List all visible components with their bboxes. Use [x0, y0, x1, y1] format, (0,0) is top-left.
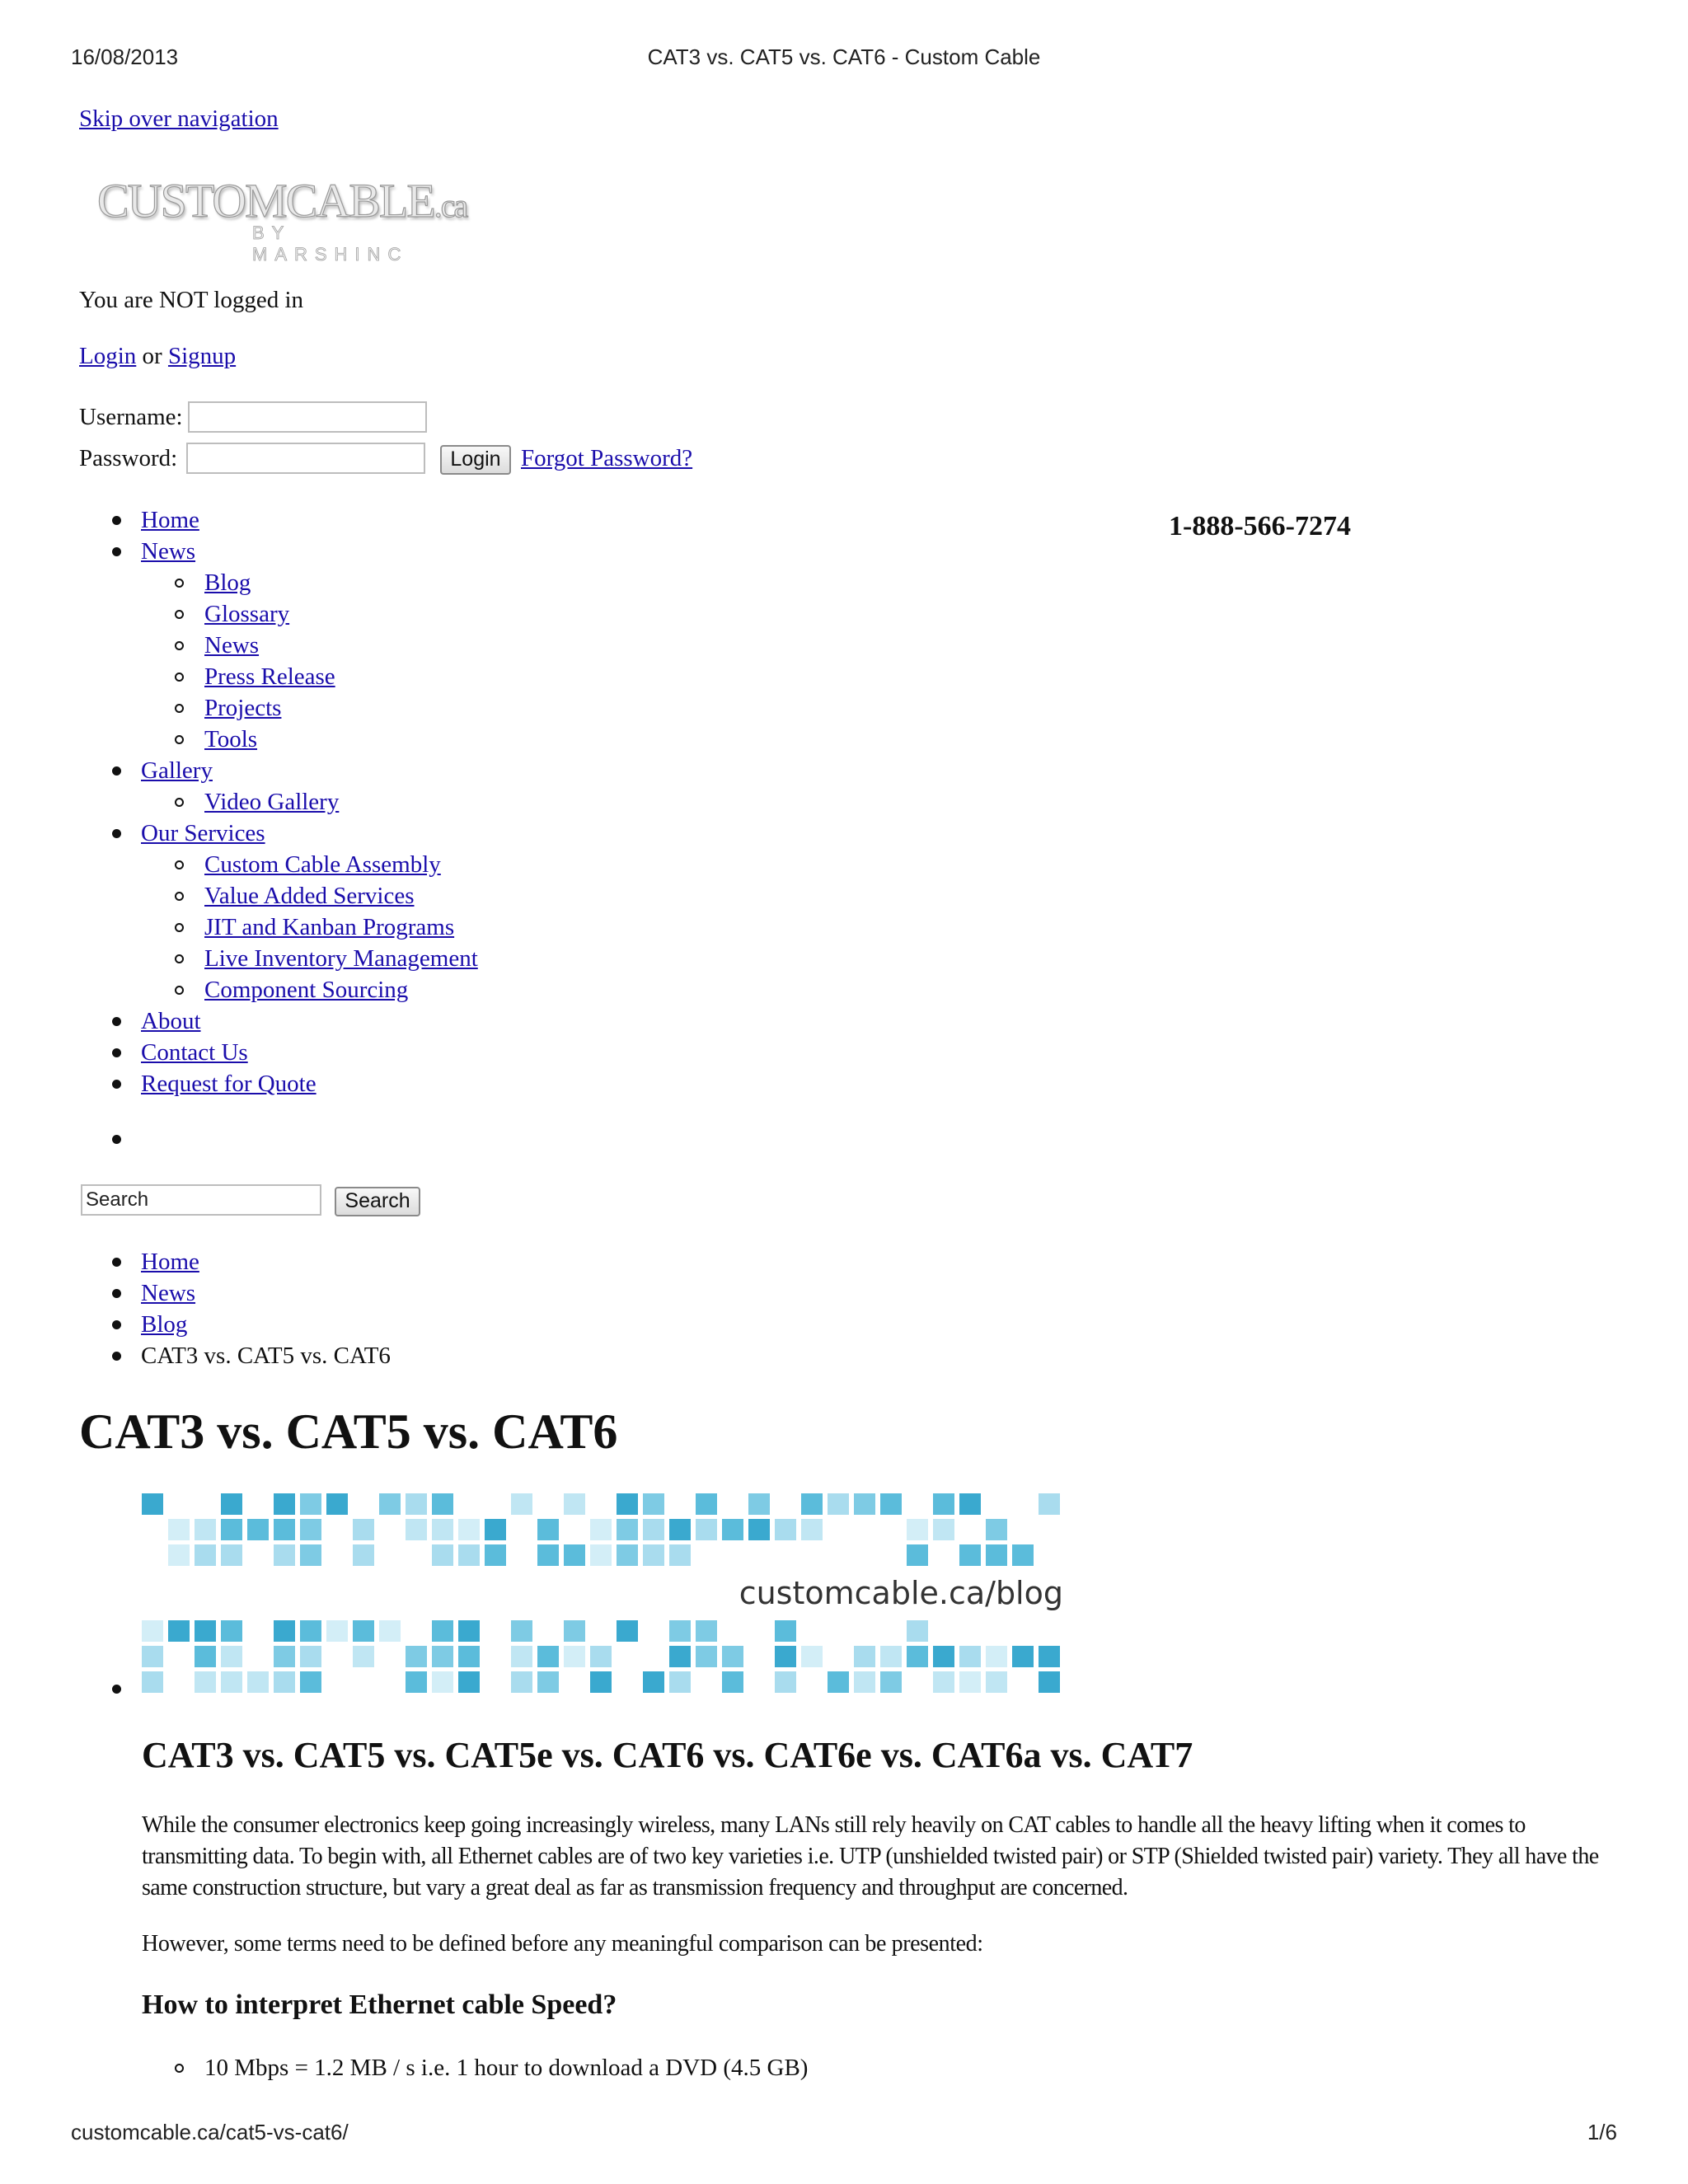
banner-tile	[933, 1646, 954, 1667]
banner-bullet-icon	[112, 1685, 121, 1694]
banner-tile	[696, 1620, 717, 1642]
banner-tile	[907, 1620, 928, 1642]
banner-tile	[274, 1544, 295, 1566]
banner-tile	[986, 1544, 1007, 1566]
customcable-logo[interactable]	[97, 174, 467, 265]
print-date: 16/08/2013	[71, 45, 179, 69]
banner-tile	[643, 1671, 664, 1693]
banner-tile	[168, 1544, 190, 1566]
banner-tile	[801, 1646, 823, 1667]
banner-tile	[537, 1671, 559, 1693]
banner-tile	[406, 1671, 427, 1693]
banner-tile	[300, 1519, 321, 1540]
circle-bullet-icon	[175, 892, 184, 901]
logo-main-text: CUSTOMCABLE	[97, 174, 434, 227]
banner-tile	[854, 1493, 875, 1515]
nav-link-live-inventory[interactable]: Live Inventory Management	[204, 945, 478, 972]
bullet-icon	[112, 766, 121, 776]
banner-tile	[1039, 1646, 1060, 1667]
bullet-icon	[112, 1289, 121, 1298]
banner-tile	[669, 1544, 691, 1566]
login-status-text: You are NOT logged in	[79, 287, 304, 313]
banner-tile	[775, 1646, 796, 1667]
nav-item-about	[0, 1005, 478, 1037]
banner-tile	[458, 1671, 480, 1693]
banner-tile	[696, 1519, 717, 1540]
circle-bullet-icon	[175, 704, 184, 713]
banner-tile	[142, 1620, 163, 1642]
nav-link-gallery[interactable]: Gallery	[141, 757, 213, 784]
banner-tile	[432, 1493, 453, 1515]
banner-tile	[590, 1671, 612, 1693]
banner-tile	[828, 1493, 849, 1515]
banner-tile	[406, 1646, 427, 1667]
nav-link-news-sub[interactable]: News	[204, 632, 260, 658]
nav-link-component-sourcing[interactable]: Component Sourcing	[204, 977, 409, 1003]
nav-subitem-tools	[0, 724, 478, 755]
banner-tile	[458, 1646, 480, 1667]
username-field[interactable]	[188, 401, 427, 433]
empty-list-bullet-icon	[112, 1135, 121, 1144]
nav-link-projects[interactable]: Projects	[204, 695, 282, 721]
breadcrumb-current	[0, 1340, 391, 1371]
banner-tile	[195, 1519, 216, 1540]
section-heading: How to interpret Ethernet cable Speed?	[142, 1990, 617, 2020]
banner-tile	[537, 1646, 559, 1667]
bullet-icon	[112, 1017, 121, 1026]
password-label: Password:	[79, 445, 178, 471]
print-page-number: 1/6	[1587, 2120, 1617, 2144]
circle-bullet-icon	[175, 954, 184, 963]
banner-tile	[775, 1620, 796, 1642]
banner-tile	[274, 1620, 295, 1642]
banner-tile	[748, 1493, 770, 1515]
print-url: customcable.ca/cat5-vs-cat6/	[71, 2120, 349, 2144]
banner-tile	[485, 1544, 506, 1566]
banner-tile	[432, 1671, 453, 1693]
banner-tile	[511, 1671, 532, 1693]
banner-tile	[669, 1671, 691, 1693]
breadcrumb-item	[0, 1277, 391, 1309]
breadcrumb-item	[0, 1309, 391, 1340]
nav-link-glossary[interactable]: Glossary	[204, 601, 290, 627]
banner-tile	[564, 1493, 585, 1515]
banner-tile	[195, 1671, 216, 1693]
breadcrumb-link-news[interactable]: News	[141, 1280, 196, 1306]
banner-tile	[274, 1493, 295, 1515]
banner-tile	[854, 1646, 875, 1667]
banner-tile	[326, 1493, 348, 1515]
circle-bullet-icon	[175, 610, 184, 619]
banner-tile	[274, 1646, 295, 1667]
nav-subitem-glossary	[0, 598, 478, 630]
main-navigation	[0, 504, 478, 1099]
banner-tile	[617, 1544, 638, 1566]
banner-tile	[775, 1519, 796, 1540]
circle-bullet-icon	[175, 673, 184, 682]
banner-tile	[195, 1544, 216, 1566]
banner-tile	[142, 1493, 163, 1515]
banner-tile	[959, 1646, 981, 1667]
nav-subitem-live-inventory	[0, 943, 478, 974]
blog-banner-image[interactable]	[142, 1493, 1081, 1699]
banner-tile	[880, 1493, 902, 1515]
banner-tile	[537, 1519, 559, 1540]
nav-subitem-value-added-services	[0, 880, 478, 912]
banner-tile	[986, 1671, 1007, 1693]
banner-tile	[300, 1646, 321, 1667]
banner-tile	[537, 1544, 559, 1566]
banner-tile	[590, 1519, 612, 1540]
nav-link-custom-cable-assembly[interactable]: Custom Cable Assembly	[204, 851, 441, 878]
bullet-icon	[112, 516, 121, 525]
username-label: Username:	[79, 404, 183, 430]
banner-tile	[933, 1671, 954, 1693]
banner-tile	[221, 1671, 242, 1693]
breadcrumb-link-home[interactable]: Home	[141, 1249, 199, 1275]
banner-tile	[195, 1620, 216, 1642]
banner-caption: customcable.ca/blog	[738, 1575, 1063, 1611]
banner-tile	[748, 1519, 770, 1540]
banner-tile	[617, 1519, 638, 1540]
banner-tile	[722, 1671, 743, 1693]
banner-tile	[907, 1544, 928, 1566]
banner-tile	[986, 1646, 1007, 1667]
banner-tile	[511, 1646, 532, 1667]
nav-link-blog[interactable]: Blog	[204, 569, 251, 596]
banner-tile	[353, 1620, 374, 1642]
circle-bullet-icon	[175, 735, 184, 744]
nav-link-jit-kanban[interactable]: JIT and Kanban Programs	[204, 914, 455, 940]
bullet-icon	[112, 1048, 121, 1057]
banner-tile	[326, 1620, 348, 1642]
banner-tile	[959, 1493, 981, 1515]
banner-tile	[168, 1620, 190, 1642]
banner-tile	[959, 1544, 981, 1566]
banner-tile	[564, 1544, 585, 1566]
nav-subitem-projects	[0, 692, 478, 724]
banner-tile	[1012, 1544, 1034, 1566]
bullet-icon	[112, 1320, 121, 1329]
banner-tile	[511, 1620, 532, 1642]
banner-tile	[485, 1519, 506, 1540]
banner-tile	[353, 1519, 374, 1540]
banner-tile	[168, 1519, 190, 1540]
banner-tile	[959, 1671, 981, 1693]
banner-tile	[274, 1519, 295, 1540]
banner-tile	[590, 1544, 612, 1566]
speed-list	[0, 2052, 808, 2083]
banner-tile	[854, 1671, 875, 1693]
nav-link-home[interactable]: Home	[141, 507, 199, 533]
nav-subitem-blog	[0, 567, 478, 598]
nav-subitem-jit-kanban	[0, 912, 478, 943]
banner-tile	[274, 1671, 295, 1693]
speed-item-text: 10 Mbps = 1.2 MB / s i.e. 1 hour to download a DVD (4.5 GB)	[204, 2055, 809, 2081]
banner-tile	[775, 1671, 796, 1693]
circle-bullet-icon	[175, 579, 184, 588]
nav-item-request-quote	[0, 1068, 478, 1099]
banner-tile	[458, 1519, 480, 1540]
banner-tile	[353, 1646, 374, 1667]
banner-tile	[1012, 1646, 1034, 1667]
article-title: CAT3 vs. CAT5 vs. CAT5e vs. CAT6 vs. CAT6e vs. CAT6a vs. CAT7	[142, 1735, 1193, 1775]
banner-tile	[511, 1493, 532, 1515]
bullet-icon	[112, 1352, 121, 1361]
banner-tile	[986, 1519, 1007, 1540]
banner-tile	[247, 1519, 269, 1540]
banner-tile	[353, 1544, 374, 1566]
banner-tile	[643, 1544, 664, 1566]
banner-tile	[696, 1493, 717, 1515]
bullet-icon	[112, 1258, 121, 1267]
nav-link-news[interactable]: News	[141, 538, 196, 565]
banner-tile	[142, 1671, 163, 1693]
password-field[interactable]	[186, 443, 425, 474]
banner-tile	[880, 1646, 902, 1667]
breadcrumb-item	[0, 1246, 391, 1277]
banner-tile	[801, 1493, 823, 1515]
banner-tile	[643, 1493, 664, 1515]
nav-link-about[interactable]: About	[141, 1008, 201, 1034]
nav-link-contact-us[interactable]: Contact Us	[141, 1039, 248, 1066]
nav-subitem-news	[0, 630, 478, 661]
circle-bullet-icon	[175, 923, 184, 932]
banner-tile	[142, 1646, 163, 1667]
login-links	[79, 343, 236, 370]
article-paragraph: However, some terms need to be defined before any meaningful comparison can be presented:	[142, 1931, 983, 1957]
banner-tile	[801, 1519, 823, 1540]
banner-tile	[722, 1519, 743, 1540]
phone-number: 1-888-566-7274	[1169, 511, 1351, 541]
breadcrumb	[0, 1246, 391, 1371]
bullet-icon	[112, 547, 121, 556]
banner-tile	[432, 1519, 453, 1540]
search-button[interactable]: Search	[335, 1187, 420, 1216]
banner-tile	[880, 1671, 902, 1693]
nav-link-tools[interactable]: Tools	[204, 726, 258, 752]
circle-bullet-icon	[175, 2064, 184, 2073]
page-title: CAT3 vs. CAT5 vs. CAT6	[79, 1404, 618, 1459]
breadcrumb-link-blog[interactable]: Blog	[141, 1311, 188, 1338]
speed-list-item	[0, 2052, 808, 2083]
nav-item-home	[0, 504, 478, 536]
banner-tile	[300, 1544, 321, 1566]
banner-tile	[221, 1519, 242, 1540]
banner-tile	[406, 1493, 427, 1515]
nav-item-gallery	[0, 755, 478, 786]
nav-subitem-component-sourcing	[0, 974, 478, 1005]
nav-subitem-press-release	[0, 661, 478, 692]
article-paragraph: While the consumer electronics keep going increasingly wireless, many LANs still rely heavily on CAT cables to handle all the heavy lifting when it comes to transmitting data. To begin with, all Ethernet cables are of two key varieties i.e. UTP (unshielded twisted pair) or STP (Shielded twisted pair) variety. They all have the same construction structure, but vary a great deal as far as transmission frequency and throughput are concerned.	[142, 1812, 1599, 1900]
banner-tile	[617, 1620, 638, 1642]
banner-tile	[933, 1519, 954, 1540]
banner-tile	[1039, 1493, 1060, 1515]
banner-tile	[300, 1493, 321, 1515]
skip-navigation-link[interactable]: Skip over navigation	[79, 105, 279, 132]
login-link[interactable]: Login	[79, 343, 137, 369]
banner-tile	[907, 1646, 928, 1667]
banner-tile	[247, 1671, 269, 1693]
banner-tile	[432, 1646, 453, 1667]
signup-link[interactable]: Signup	[167, 343, 237, 369]
circle-bullet-icon	[175, 860, 184, 869]
nav-subitem-video-gallery	[0, 786, 478, 818]
banner-tile	[722, 1646, 743, 1667]
breadcrumb-current-label: CAT3 vs. CAT5 vs. CAT6	[141, 1343, 391, 1369]
banner-tile	[669, 1646, 691, 1667]
forgot-password-link[interactable]: Forgot Password?	[521, 445, 693, 471]
banner-tile	[669, 1519, 691, 1540]
logo-tagline: BY MARSHINC	[252, 223, 409, 265]
banner-tile	[933, 1493, 954, 1515]
nav-subitem-custom-cable-assembly	[0, 849, 478, 880]
banner-tile	[458, 1620, 480, 1642]
banner-tile	[406, 1519, 427, 1540]
banner-tile	[458, 1544, 480, 1566]
circle-bullet-icon	[175, 641, 184, 650]
banner-tile	[195, 1646, 216, 1667]
search-input[interactable]	[81, 1184, 321, 1216]
banner-tile	[379, 1620, 401, 1642]
banner-tile	[564, 1620, 585, 1642]
nav-link-request-quote[interactable]: Request for Quote	[141, 1071, 316, 1097]
bullet-icon	[112, 829, 121, 838]
logo-suffix: .ca	[434, 187, 467, 224]
banner-tile	[696, 1646, 717, 1667]
nav-item-news	[0, 536, 478, 567]
nav-link-video-gallery[interactable]: Video Gallery	[204, 789, 340, 815]
circle-bullet-icon	[175, 798, 184, 807]
banner-tile	[432, 1544, 453, 1566]
banner-tile	[221, 1620, 242, 1642]
banner-tile	[564, 1646, 585, 1667]
bullet-icon	[112, 1080, 121, 1089]
nav-item-our-services	[0, 818, 478, 849]
banner-tile	[221, 1544, 242, 1566]
banner-tile	[221, 1493, 242, 1515]
banner-tile	[907, 1519, 928, 1540]
nav-link-value-added-services[interactable]: Value Added Services	[204, 883, 415, 909]
banner-tile	[300, 1671, 321, 1693]
banner-tile	[828, 1671, 849, 1693]
or-text: or	[142, 343, 162, 369]
circle-bullet-icon	[175, 986, 184, 995]
nav-link-our-services[interactable]: Our Services	[141, 820, 265, 846]
nav-link-press-release[interactable]: Press Release	[204, 663, 335, 690]
banner-tile	[617, 1493, 638, 1515]
print-page-title: CAT3 vs. CAT5 vs. CAT6 - Custom Cable	[647, 45, 1041, 69]
banner-tile	[590, 1646, 612, 1667]
banner-tile	[1039, 1671, 1060, 1693]
banner-tile	[432, 1620, 453, 1642]
banner-tile	[379, 1493, 401, 1515]
nav-item-contact-us	[0, 1037, 478, 1068]
banner-tile	[300, 1620, 321, 1642]
banner-tile	[221, 1646, 242, 1667]
banner-tile	[669, 1620, 691, 1642]
banner-tile	[643, 1519, 664, 1540]
login-button[interactable]: Login	[440, 445, 511, 475]
